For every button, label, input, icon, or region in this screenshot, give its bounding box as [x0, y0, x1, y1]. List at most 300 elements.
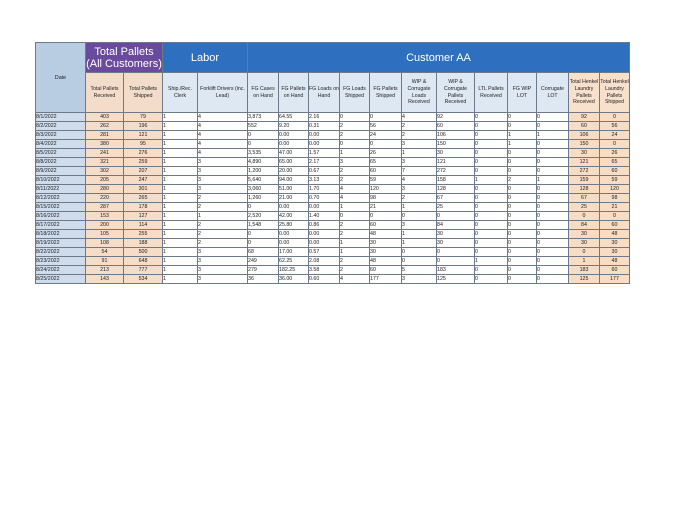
fg-pallets-shipped-cell: 60 — [370, 266, 402, 275]
date-cell: 8/5/2022 — [36, 149, 86, 158]
wip-loads-cell: 0 — [402, 248, 437, 257]
henkel-received-cell: 128 — [569, 185, 600, 194]
corrugate-lot-cell: 0 — [537, 158, 569, 167]
fg-loads-shipped-cell: 4 — [340, 194, 370, 203]
wip-pallets-cell: 0 — [437, 257, 475, 266]
wip-pallets-cell: 0 — [437, 212, 475, 221]
clerk-cell: 1 — [163, 194, 198, 203]
fg-loads-shipped-cell: 2 — [340, 221, 370, 230]
henkel-shipped-cell: 120 — [600, 185, 630, 194]
fg-loads-shipped-cell: 2 — [340, 167, 370, 176]
fg-pallets-shipped-cell: 65 — [370, 158, 402, 167]
forklift-cell: 4 — [198, 113, 248, 122]
total-shipped-cell: 247 — [124, 176, 163, 185]
fg-pallets-cell: 62.25 — [279, 257, 309, 266]
date-cell: 8/12/2022 — [36, 194, 86, 203]
fg-loads-cell: 0.00 — [309, 203, 340, 212]
table-row — [36, 140, 630, 149]
fg-pallets-shipped-cell: 59 — [370, 176, 402, 185]
date-cell: 8/25/2022 — [36, 275, 86, 284]
fg-pallets-shipped-cell: 30 — [370, 239, 402, 248]
table-row — [36, 212, 630, 221]
forklift-cell: 2 — [198, 194, 248, 203]
clerk-cell: 1 — [163, 176, 198, 185]
wip-loads-cell: 7 — [402, 167, 437, 176]
clerk-cell: 1 — [163, 203, 198, 212]
fg-wip-lot-cell: 0 — [508, 257, 537, 266]
ltl-pallets-cell: 1 — [475, 176, 508, 185]
fg-loads-shipped-cell: 0 — [340, 212, 370, 221]
corrugate-lot-cell: 0 — [537, 275, 569, 284]
fg-pallets-on-hand-header: FG Pallets on Hand — [279, 73, 309, 113]
fg-pallets-shipped-cell: 21 — [370, 203, 402, 212]
fg-wip-lot-cell: 0 — [508, 266, 537, 275]
henkel-shipped-cell: 24 — [600, 131, 630, 140]
total-received-cell: 280 — [86, 185, 124, 194]
henkel-shipped-cell: 48 — [600, 230, 630, 239]
henkel-shipped-cell: 177 — [600, 275, 630, 284]
date-cell: 8/1/2022 — [36, 113, 86, 122]
fg-cases-cell: 0 — [248, 230, 279, 239]
henkel-shipped-cell: 98 — [600, 194, 630, 203]
ltl-pallets-cell: 0 — [475, 248, 508, 257]
fg-loads-shipped-cell: 2 — [340, 266, 370, 275]
clerk-cell: 1 — [163, 230, 198, 239]
wip-pallets-cell: 30 — [437, 230, 475, 239]
fg-cases-cell: 2,520 — [248, 212, 279, 221]
fg-wip-lot-cell: 0 — [508, 122, 537, 131]
fg-loads-cell: 0.67 — [309, 167, 340, 176]
table-body — [36, 113, 630, 284]
fg-pallets-shipped-cell: 56 — [370, 122, 402, 131]
fg-loads-shipped-cell: 0 — [340, 113, 370, 122]
henkel-shipped-cell: 0 — [600, 212, 630, 221]
henkel-shipped-cell: 59 — [600, 176, 630, 185]
henkel-shipped-cell: 65 — [600, 158, 630, 167]
fg-wip-lot-cell: 0 — [508, 113, 537, 122]
corrugate-lot-cell: 0 — [537, 266, 569, 275]
fg-loads-shipped-cell: 1 — [340, 248, 370, 257]
wip-pallets-cell: 67 — [437, 194, 475, 203]
fg-wip-lot-cell: 2 — [508, 176, 537, 185]
table-row — [36, 185, 630, 194]
henkel-shipped-header: Total Henkel Laundry Pallets Shipped — [600, 73, 630, 113]
total-received-cell: 380 — [86, 140, 124, 149]
henkel-shipped-cell: 30 — [600, 248, 630, 257]
fg-loads-cell: 2.17 — [309, 158, 340, 167]
total-received-cell: 153 — [86, 212, 124, 221]
corrugate-lot-cell: 0 — [537, 248, 569, 257]
ltl-pallets-cell: 0 — [475, 167, 508, 176]
date-cell: 8/2/2022 — [36, 122, 86, 131]
fg-pallets-shipped-cell: 60 — [370, 167, 402, 176]
fg-cases-cell: 1,260 — [248, 194, 279, 203]
total-shipped-cell: 276 — [124, 149, 163, 158]
date-cell: 8/23/2022 — [36, 257, 86, 266]
clerk-cell: 1 — [163, 113, 198, 122]
fg-pallets-cell: 0.00 — [279, 239, 309, 248]
total-shipped-cell: 534 — [124, 275, 163, 284]
fg-pallets-shipped-cell: 30 — [370, 248, 402, 257]
date-cell: 8/22/2022 — [36, 248, 86, 257]
fg-cases-cell: 3,873 — [248, 113, 279, 122]
wip-loads-cell: 3 — [402, 275, 437, 284]
table-row — [36, 149, 630, 158]
corrugate-lot-cell: 0 — [537, 167, 569, 176]
fg-loads-cell: 0.60 — [309, 275, 340, 284]
fg-pallets-shipped-cell: 48 — [370, 257, 402, 266]
henkel-received-cell: 60 — [569, 122, 600, 131]
fg-cases-cell: 4,890 — [248, 158, 279, 167]
henkel-shipped-cell: 0 — [600, 140, 630, 149]
henkel-received-cell: 183 — [569, 266, 600, 275]
henkel-received-cell: 92 — [569, 113, 600, 122]
fg-loads-cell: 0.31 — [309, 122, 340, 131]
fg-loads-shipped-cell: 2 — [340, 176, 370, 185]
fg-pallets-cell: 64.55 — [279, 113, 309, 122]
fg-loads-cell: 0.70 — [309, 194, 340, 203]
total-received-cell: 200 — [86, 221, 124, 230]
pallet-report-table — [35, 42, 630, 284]
date-cell: 8/16/2022 — [36, 212, 86, 221]
wip-loads-cell: 3 — [402, 140, 437, 149]
fg-pallets-cell: 0.00 — [279, 131, 309, 140]
clerk-cell: 1 — [163, 158, 198, 167]
ltl-pallets-cell: 0 — [475, 140, 508, 149]
henkel-received-cell: 159 — [569, 176, 600, 185]
forklift-cell: 2 — [198, 239, 248, 248]
henkel-received-cell: 272 — [569, 167, 600, 176]
wip-pallets-cell: 158 — [437, 176, 475, 185]
fg-pallets-shipped-cell: 0 — [370, 113, 402, 122]
total-shipped-cell: 114 — [124, 221, 163, 230]
corrugate-lot-cell: 0 — [537, 122, 569, 131]
wip-loads-cell: 1 — [402, 203, 437, 212]
clerk-cell: 1 — [163, 212, 198, 221]
table-row — [36, 194, 630, 203]
table-row — [36, 239, 630, 248]
total-shipped-cell: 648 — [124, 257, 163, 266]
fg-loads-shipped-cell: 4 — [340, 185, 370, 194]
ltl-pallets-cell: 0 — [475, 275, 508, 284]
wip-pallets-cell: 121 — [437, 158, 475, 167]
forklift-cell: 2 — [198, 230, 248, 239]
date-cell: 8/3/2022 — [36, 131, 86, 140]
total-shipped-header: Total Pallets Shipped — [124, 73, 163, 113]
fg-loads-cell: 0.00 — [309, 239, 340, 248]
table-row — [36, 113, 630, 122]
fg-cases-cell: 0 — [248, 140, 279, 149]
henkel-received-cell: 30 — [569, 149, 600, 158]
table-row — [36, 248, 630, 257]
total-received-cell: 287 — [86, 203, 124, 212]
henkel-shipped-cell: 30 — [600, 239, 630, 248]
corrugate-lot-cell: 0 — [537, 239, 569, 248]
wip-loads-cell: 5 — [402, 266, 437, 275]
henkel-shipped-cell: 21 — [600, 203, 630, 212]
fg-pallets-cell: 42.00 — [279, 212, 309, 221]
fg-cases-cell: 552 — [248, 122, 279, 131]
fg-pallets-cell: 182.25 — [279, 266, 309, 275]
corrugate-lot-cell: 0 — [537, 140, 569, 149]
fg-wip-lot-cell: 1 — [508, 140, 537, 149]
henkel-received-cell: 1 — [569, 257, 600, 266]
total-received-cell: 281 — [86, 131, 124, 140]
henkel-shipped-cell: 60 — [600, 221, 630, 230]
fg-wip-lot-cell: 0 — [508, 167, 537, 176]
henkel-received-cell: 121 — [569, 158, 600, 167]
fg-wip-lot-cell: 0 — [508, 203, 537, 212]
fg-loads-cell: 1.40 — [309, 212, 340, 221]
fg-pallets-shipped-cell: 177 — [370, 275, 402, 284]
total-shipped-cell: 500 — [124, 248, 163, 257]
table-row — [36, 203, 630, 212]
wip-loads-cell: 2 — [402, 131, 437, 140]
fg-pallets-cell: 9.20 — [279, 122, 309, 131]
customer-group-header: Customer AA — [248, 43, 630, 73]
fg-wip-lot-cell: 0 — [508, 221, 537, 230]
fg-wip-lot-cell: 0 — [508, 239, 537, 248]
henkel-shipped-cell: 0 — [600, 113, 630, 122]
forklift-cell: 3 — [198, 158, 248, 167]
total-pallets-group-label: Total Pallets (All Customers) — [86, 45, 162, 70]
wip-pallets-cell: 272 — [437, 167, 475, 176]
henkel-shipped-cell: 60 — [600, 167, 630, 176]
corrugate-lot-cell: 0 — [537, 212, 569, 221]
forklift-cell: 1 — [198, 212, 248, 221]
corrugate-lot-cell: 1 — [537, 131, 569, 140]
total-received-cell: 220 — [86, 194, 124, 203]
clerk-cell: 1 — [163, 122, 198, 131]
wip-loads-cell: 0 — [402, 257, 437, 266]
fg-cases-cell: 3,060 — [248, 185, 279, 194]
fg-pallets-cell: 0.00 — [279, 230, 309, 239]
henkel-received-cell: 106 — [569, 131, 600, 140]
table-row — [36, 176, 630, 185]
forklift-cell: 3 — [198, 185, 248, 194]
fg-pallets-shipped-cell: 120 — [370, 185, 402, 194]
fg-wip-lot-cell: 0 — [508, 212, 537, 221]
clerk-cell: 1 — [163, 167, 198, 176]
henkel-shipped-cell: 56 — [600, 122, 630, 131]
fg-pallets-shipped-cell: 98 — [370, 194, 402, 203]
wip-loads-cell: 4 — [402, 176, 437, 185]
forklift-cell: 3 — [198, 275, 248, 284]
clerk-cell: 1 — [163, 131, 198, 140]
corrugate-lot-cell: 0 — [537, 194, 569, 203]
ltl-pallets-cell: 0 — [475, 203, 508, 212]
clerk-cell: 1 — [163, 149, 198, 158]
fg-wip-lot-cell: 0 — [508, 275, 537, 284]
forklift-cell: 2 — [198, 221, 248, 230]
fg-loads-shipped-cell: 4 — [340, 275, 370, 284]
ltl-pallets-cell: 1 — [475, 257, 508, 266]
wip-corrugate-pallets-header: WIP & Corrugate Pallets Received — [437, 73, 475, 113]
date-cell: 8/18/2022 — [36, 230, 86, 239]
henkel-received-cell: 0 — [569, 248, 600, 257]
table-row — [36, 167, 630, 176]
clerk-cell: 1 — [163, 221, 198, 230]
henkel-received-cell: 30 — [569, 239, 600, 248]
table-row — [36, 122, 630, 131]
henkel-received-header: Total Henkel Laundry Pallets Received — [569, 73, 600, 113]
fg-cases-cell: 249 — [248, 257, 279, 266]
total-shipped-cell: 265 — [124, 194, 163, 203]
henkel-received-cell: 30 — [569, 230, 600, 239]
total-shipped-cell: 95 — [124, 140, 163, 149]
fg-cases-cell: 1,200 — [248, 167, 279, 176]
total-shipped-cell: 777 — [124, 266, 163, 275]
total-shipped-cell: 127 — [124, 212, 163, 221]
fg-cases-cell: 5,640 — [248, 176, 279, 185]
fg-loads-shipped-cell: 2 — [340, 230, 370, 239]
forklift-drivers-header: Forklift Drivers (inc. Lead) — [198, 73, 248, 113]
fg-pallets-cell: 17.00 — [279, 248, 309, 257]
wip-pallets-cell: 106 — [437, 131, 475, 140]
fg-pallets-cell: 0.00 — [279, 140, 309, 149]
fg-loads-shipped-cell: 2 — [340, 257, 370, 266]
wip-pallets-cell: 84 — [437, 221, 475, 230]
fg-pallets-shipped-cell: 24 — [370, 131, 402, 140]
henkel-received-cell: 150 — [569, 140, 600, 149]
fg-loads-cell: 0.86 — [309, 221, 340, 230]
total-received-cell: 213 — [86, 266, 124, 275]
fg-loads-cell: 3.13 — [309, 176, 340, 185]
date-cell: 8/8/2022 — [36, 158, 86, 167]
wip-pallets-cell: 0 — [437, 248, 475, 257]
fg-loads-cell: 0.00 — [309, 140, 340, 149]
wip-loads-cell: 2 — [402, 122, 437, 131]
wip-pallets-cell: 183 — [437, 266, 475, 275]
wip-pallets-cell: 60 — [437, 122, 475, 131]
total-shipped-cell: 196 — [124, 122, 163, 131]
fg-cases-cell: 68 — [248, 248, 279, 257]
fg-loads-cell: 0.57 — [309, 248, 340, 257]
fg-cases-cell: 3,535 — [248, 149, 279, 158]
fg-pallets-cell: 20.00 — [279, 167, 309, 176]
date-cell: 8/24/2022 — [36, 266, 86, 275]
date-header: Date — [36, 43, 86, 113]
forklift-cell: 4 — [198, 149, 248, 158]
total-shipped-cell: 178 — [124, 203, 163, 212]
wip-pallets-cell: 92 — [437, 113, 475, 122]
ltl-pallets-cell: 0 — [475, 149, 508, 158]
corrugate-lot-cell: 0 — [537, 230, 569, 239]
henkel-shipped-cell: 48 — [600, 257, 630, 266]
wip-loads-cell: 2 — [402, 194, 437, 203]
total-received-cell: 105 — [86, 230, 124, 239]
total-received-cell: 321 — [86, 158, 124, 167]
total-shipped-cell: 207 — [124, 167, 163, 176]
total-received-header: Total Pallets Received — [86, 73, 124, 113]
fg-wip-lot-header: FG WIP LOT — [508, 73, 537, 113]
table-row — [36, 131, 630, 140]
fg-loads-cell: 0.00 — [309, 131, 340, 140]
table-row — [36, 266, 630, 275]
fg-loads-on-hand-header: FG Loads on Hand — [309, 73, 340, 113]
date-cell: 8/15/2022 — [36, 203, 86, 212]
henkel-shipped-cell: 26 — [600, 149, 630, 158]
henkel-received-cell: 25 — [569, 203, 600, 212]
total-received-cell: 205 — [86, 176, 124, 185]
corrugate-lot-cell: 0 — [537, 185, 569, 194]
wip-pallets-cell: 25 — [437, 203, 475, 212]
clerk-cell: 1 — [163, 275, 198, 284]
fg-loads-shipped-cell: 0 — [340, 140, 370, 149]
fg-loads-shipped-header: FG Loads Shipped — [340, 73, 370, 113]
fg-pallets-shipped-cell: 26 — [370, 149, 402, 158]
fg-cases-cell: 279 — [248, 266, 279, 275]
corrugate-lot-cell: 0 — [537, 113, 569, 122]
labor-group-header: Labor — [163, 43, 248, 73]
total-shipped-cell: 255 — [124, 230, 163, 239]
fg-cases-cell: 0 — [248, 203, 279, 212]
total-received-cell: 54 — [86, 248, 124, 257]
total-shipped-cell: 259 — [124, 158, 163, 167]
wip-pallets-cell: 125 — [437, 275, 475, 284]
fg-pallets-cell: 47.00 — [279, 149, 309, 158]
fg-loads-shipped-cell: 2 — [340, 122, 370, 131]
fg-loads-shipped-cell: 1 — [340, 239, 370, 248]
fg-loads-shipped-cell: 3 — [340, 158, 370, 167]
fg-wip-lot-cell: 0 — [508, 194, 537, 203]
ltl-pallets-cell: 0 — [475, 266, 508, 275]
fg-loads-shipped-cell: 2 — [340, 131, 370, 140]
ltl-pallets-cell: 0 — [475, 158, 508, 167]
fg-wip-lot-cell: 1 — [508, 131, 537, 140]
total-shipped-cell: 121 — [124, 131, 163, 140]
corrugate-lot-cell: 0 — [537, 149, 569, 158]
ltl-pallets-cell: 0 — [475, 194, 508, 203]
fg-wip-lot-cell: 0 — [508, 248, 537, 257]
date-cell: 8/19/2022 — [36, 239, 86, 248]
fg-pallets-cell: 21.00 — [279, 194, 309, 203]
wip-pallets-cell: 150 — [437, 140, 475, 149]
fg-pallets-shipped-cell: 0 — [370, 212, 402, 221]
henkel-received-cell: 67 — [569, 194, 600, 203]
fg-loads-cell: 0.00 — [309, 230, 340, 239]
date-cell: 8/4/2022 — [36, 140, 86, 149]
total-received-cell: 108 — [86, 239, 124, 248]
clerk-cell: 1 — [163, 185, 198, 194]
fg-pallets-cell: 94.00 — [279, 176, 309, 185]
fg-pallets-cell: 36.00 — [279, 275, 309, 284]
forklift-cell: 4 — [198, 122, 248, 131]
fg-wip-lot-cell: 0 — [508, 230, 537, 239]
ltl-pallets-cell: 0 — [475, 122, 508, 131]
wip-loads-cell: 3 — [402, 221, 437, 230]
fg-cases-cell: 0 — [248, 131, 279, 140]
forklift-cell: 3 — [198, 248, 248, 257]
ltl-pallets-header: LTL Pallets Received — [475, 73, 508, 113]
fg-pallets-shipped-header: FG Pallets Shipped — [370, 73, 402, 113]
wip-loads-cell: 4 — [402, 113, 437, 122]
fg-loads-cell: 1.57 — [309, 149, 340, 158]
corrugate-lot-cell: 0 — [537, 221, 569, 230]
forklift-cell: 4 — [198, 140, 248, 149]
total-received-cell: 302 — [86, 167, 124, 176]
wip-loads-cell: 1 — [402, 149, 437, 158]
fg-cases-on-hand-header: FG Cases on Hand — [248, 73, 279, 113]
fg-loads-cell: 1.70 — [309, 185, 340, 194]
fg-loads-shipped-cell: 1 — [340, 149, 370, 158]
table-row — [36, 158, 630, 167]
wip-loads-cell: 1 — [402, 230, 437, 239]
ltl-pallets-cell: 0 — [475, 221, 508, 230]
fg-wip-lot-cell: 0 — [508, 149, 537, 158]
corrugate-lot-cell: 0 — [537, 203, 569, 212]
table-row — [36, 275, 630, 284]
